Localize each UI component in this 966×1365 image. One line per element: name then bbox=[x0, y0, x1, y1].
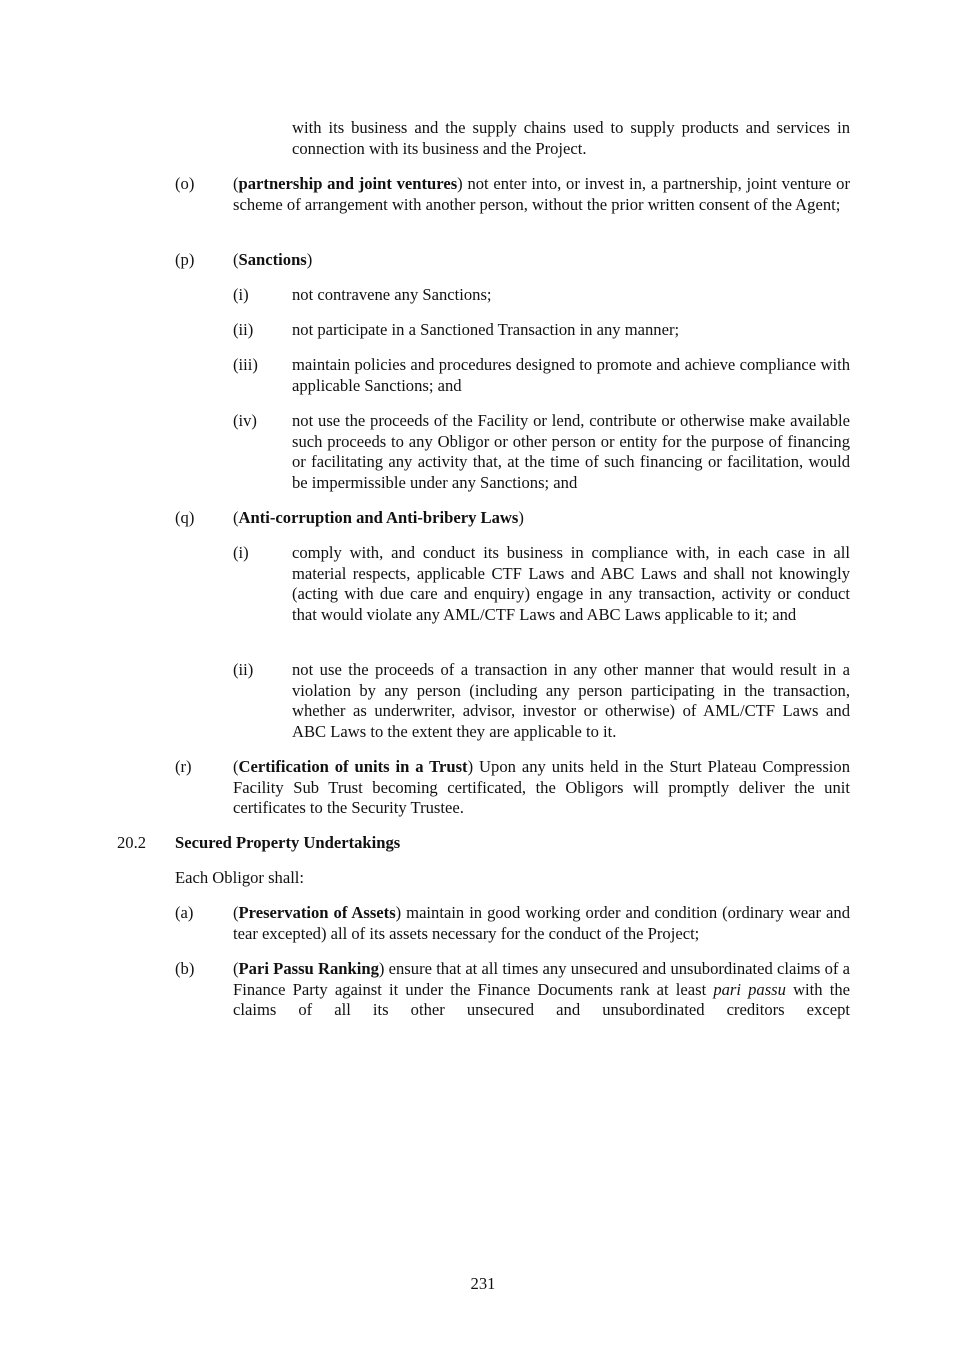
item-b-heading: Pari Passu Ranking bbox=[238, 959, 379, 978]
item-b-label: (b) bbox=[175, 959, 195, 978]
item-r-text: Upon any units held in the Sturt Plateau Compression Facility Sub Trust becoming certificated, the Obligors will promptly deliver the unit certificates to the Security Trustee. bbox=[233, 757, 850, 817]
item-p-iv-text: not use the proceeds of the Facility or lend, contribute or otherwise make available such proceeds to any Obligor or other person or entity for the purpose of financing or facilitating any activity that, at the time of such financing or facilitation, would be impermissible under any Sanctions; and bbox=[292, 411, 850, 492]
item-p-i-label: (i) bbox=[233, 285, 249, 304]
item-a-text: maintain in good working order and condition (ordinary wear and tear excepted) all of its assets necessary for the conduct of the Project; bbox=[233, 903, 850, 943]
item-q-ii-label: (ii) bbox=[233, 660, 254, 679]
item-q-i-label: (i) bbox=[233, 543, 249, 562]
continuation-text: with its business and the supply chains used to supply products and services in connection with its business and the Project. bbox=[292, 118, 850, 158]
item-q-ii-text: not use the proceeds of a transaction in any other manner that would result in a violation by any person (including any person participating in the transaction, whether as underwriter, advisor, investor or otherwise) of AML/CTF Laws and ABC Laws to the extent they are applicable to it. bbox=[292, 660, 850, 741]
item-p-iii-label: (iii) bbox=[233, 355, 258, 374]
item-p-iv-label: (iv) bbox=[233, 411, 257, 430]
item-p-heading: (Sanctions) bbox=[233, 250, 313, 269]
item-p-iii-text: maintain policies and procedures designed to promote and achieve compliance with applicable Sanctions; and bbox=[292, 355, 850, 395]
item-a: (Preservation of Assets) maintain in good working order and condition (ordinary wear and tear excepted) all of its assets necessary for the conduct of the Project; bbox=[233, 903, 850, 943]
item-a-heading: Preservation of Assets bbox=[238, 903, 396, 922]
item-r-heading: Certification of units in a Trust bbox=[238, 757, 468, 776]
item-r: (Certification of units in a Trust) Upon any units held in the Sturt Plateau Compression Facility Sub Trust becoming certificated, the Obligors will promptly deliver the unit certificates to the Security Trustee. bbox=[233, 757, 850, 817]
item-r-label: (r) bbox=[175, 757, 192, 776]
item-o-heading: partnership and joint ventures bbox=[238, 174, 458, 193]
item-o-label: (o) bbox=[175, 174, 195, 193]
section-intro: Each Obligor shall: bbox=[175, 868, 305, 887]
item-p-i-text: not contravene any Sanctions; bbox=[292, 285, 492, 304]
item-b: (Pari Passu Ranking) ensure that at all times any unsecured and unsubordinated claims of a Finance Party against it under the Finance Documents rank at least pari passu with the claims of all its other unsecured and unsubordinated creditors except bbox=[233, 959, 850, 1019]
item-p-label: (p) bbox=[175, 250, 195, 269]
item-p-ii-label: (ii) bbox=[233, 320, 254, 339]
item-p-ii-text: not participate in a Sanctioned Transaction in any manner; bbox=[292, 320, 680, 339]
item-o: (partnership and joint ventures) not enter into, or invest in, a partnership, joint venture or scheme of arrangement with another person, without the prior written consent of the Agent; bbox=[233, 174, 850, 214]
item-q-label: (q) bbox=[175, 508, 195, 527]
item-o-text: not enter into, or invest in, a partnership, joint venture or scheme of arrangement with another person, without the prior written consent of the Agent; bbox=[233, 174, 850, 214]
item-q-i-text: comply with, and conduct its business in compliance with, in each case in all material respects, applicable CTF Laws and ABC Laws and shall not knowingly (acting with due care and enquiry) engage in any transaction, activity or conduct that would violate any AML/CTF Laws and ABC Laws applicable to it; and bbox=[292, 543, 850, 624]
page-number: 231 bbox=[470, 1274, 496, 1293]
item-q-heading: (Anti-corruption and Anti-bribery Laws) bbox=[233, 508, 524, 527]
item-b-italic: pari passu bbox=[713, 979, 786, 999]
item-a-label: (a) bbox=[175, 903, 194, 922]
section-title: Secured Property Undertakings bbox=[175, 833, 401, 852]
section-number: 20.2 bbox=[117, 833, 147, 852]
